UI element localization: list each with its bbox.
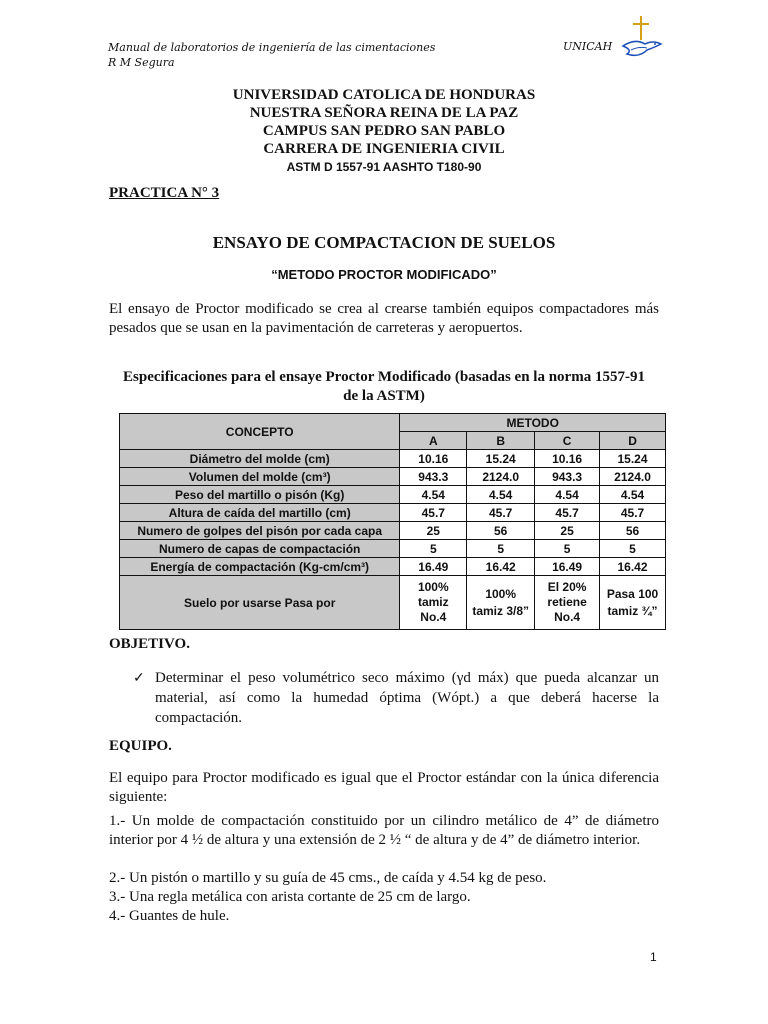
cell-line: tamiz ¾” [607, 603, 658, 618]
manual-title: Manual de laboratorios de ingeniería de las cimentaciones [108, 41, 436, 54]
specifications-table [119, 413, 666, 630]
cell-line: El 20% [547, 580, 587, 594]
cell: 5 [600, 540, 666, 558]
page-subtitle: “METODO PROCTOR MODIFICADO” [271, 267, 497, 282]
cell: 5 [467, 540, 535, 558]
cell [400, 576, 467, 630]
institution-line: NUESTRA SEÑORA REINA DE LA PAZ [249, 105, 519, 121]
method-d-header: D [600, 432, 666, 450]
caption-line: Especificaciones para el ensaye Proctor Modificado (basadas en la norma 1557-91 [123, 369, 645, 385]
concept-header: CONCEPTO [120, 414, 400, 450]
list-item: 4.- Guantes de hule. [109, 908, 230, 924]
cell: 2124.0 [600, 468, 666, 486]
row-label: Peso del martillo o pisón (Kg) [120, 486, 400, 504]
cell: 25 [535, 522, 600, 540]
cell: 56 [467, 522, 535, 540]
row-label: Energía de compactación (Kg-cm/cm³) [120, 558, 400, 576]
institution-line: CAMPUS SAN PEDRO SAN PABLO [262, 123, 506, 139]
cell: 45.7 [467, 504, 535, 522]
cell: 5 [535, 540, 600, 558]
institution-line: UNIVERSIDAD CATOLICA DE HONDURAS [232, 87, 536, 103]
method-header: METODO [400, 414, 666, 432]
row-label: Volumen del molde (cm³) [120, 468, 400, 486]
cell: 45.7 [400, 504, 467, 522]
method-c-header: C [535, 432, 600, 450]
cell: 16.42 [467, 558, 535, 576]
cell: 943.3 [400, 468, 467, 486]
cell: 45.7 [535, 504, 600, 522]
table-caption [109, 368, 659, 406]
cell: 4.54 [467, 486, 535, 504]
objective-text: Determinar el peso volumétrico seco máximo (γd máx) que pueda alcanzar un material, así como la humedad óptima (Wópt.) a que deberá hacerse la compactación. [155, 670, 659, 726]
row-label: Altura de caída del martillo (cm) [120, 504, 400, 522]
method-a-header: A [400, 432, 467, 450]
table-row [120, 522, 666, 540]
cell: 16.49 [400, 558, 467, 576]
cell: 5 [400, 540, 467, 558]
institution-line: CARRERA DE INGENIERIA CIVIL [263, 141, 505, 157]
cell: 16.49 [535, 558, 600, 576]
cell-line: retiene [547, 595, 587, 609]
page-title: ENSAYO DE COMPACTACION DE SUELOS [212, 233, 556, 252]
cell-line: Pasa 100 [606, 586, 659, 601]
cell: 4.54 [600, 486, 666, 504]
cell-line: tamiz [417, 595, 449, 609]
table-row [120, 540, 666, 558]
cell: 56 [600, 522, 666, 540]
cell: 10.16 [400, 450, 467, 468]
objective-heading: OBJETIVO. [109, 636, 190, 652]
author: R M Segura [108, 56, 175, 69]
list-item: 3.- Una regla metálica con arista cortante de 25 cm de largo. [109, 889, 471, 905]
list-item: 2.- Un pistón o martillo y su guía de 45 cms., de caída y 4.54 kg de peso. [109, 870, 547, 886]
cell-line: 100% [417, 580, 449, 594]
cell: 45.7 [600, 504, 666, 522]
cell: 15.24 [467, 450, 535, 468]
row-label: Suelo por usarse Pasa por [120, 576, 400, 630]
cell: 4.54 [400, 486, 467, 504]
cell-line: No.4 [554, 610, 581, 624]
standard-reference: ASTM D 1557-91 AASHTO T180-90 [286, 160, 482, 174]
cell [535, 576, 600, 630]
equipment-intro: El equipo para Proctor modificado es igual que el Proctor estándar con la única diferencia siguiente: [109, 770, 659, 805]
cell: 10.16 [535, 450, 600, 468]
cell-line: 100% [485, 586, 517, 601]
checkmark-icon: ✓ [133, 671, 145, 686]
equipment-heading: EQUIPO. [109, 738, 172, 754]
intro-paragraph: El ensayo de Proctor modificado se crea al crearse también equipos compactadores más pesados que se usan en la pavimentación de carreteras y aeropuertos. [109, 301, 659, 336]
cell: 4.54 [535, 486, 600, 504]
row-label: Numero de capas de compactación [120, 540, 400, 558]
cell: 943.3 [535, 468, 600, 486]
table-row [120, 450, 666, 468]
table-row [120, 504, 666, 522]
cell: 15.24 [600, 450, 666, 468]
cell-line: No.4 [420, 610, 447, 624]
table-row [120, 576, 666, 630]
cell: 16.42 [600, 558, 666, 576]
table-row [120, 486, 666, 504]
cell: 25 [400, 522, 467, 540]
cell-line: tamiz 3/8” [472, 603, 530, 618]
dove-cross-icon [617, 14, 665, 64]
practice-number: PRACTICA N° 3 [109, 185, 220, 201]
caption-line: de la ASTM) [343, 388, 425, 404]
cell [467, 576, 535, 630]
page-number: 1 [650, 950, 657, 964]
running-header [108, 40, 435, 70]
row-label: Diámetro del molde (cm) [120, 450, 400, 468]
cell [600, 576, 666, 630]
table-row [120, 468, 666, 486]
school-tag: UNICAH [563, 40, 613, 53]
cell: 2124.0 [467, 468, 535, 486]
list-item: 1.- Un molde de compactación constituido por un cilindro metálico de 4” de diámetro interior por 4 ½ de altura y una extensión de 2 ½ “ de altura y de 4” de diámetro interior. [109, 813, 659, 848]
row-label: Numero de golpes del pisón por cada capa [120, 522, 400, 540]
institution-block [0, 86, 768, 176]
table-row [120, 558, 666, 576]
method-b-header: B [467, 432, 535, 450]
